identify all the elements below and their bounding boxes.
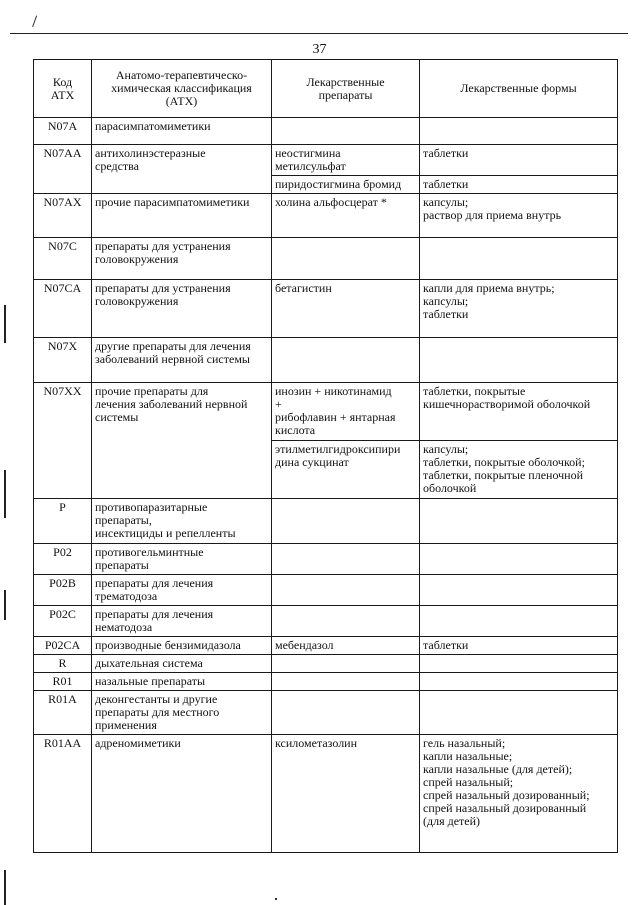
atc-code-cell-text: N07XX: [43, 384, 82, 398]
margin-mark: [4, 305, 6, 343]
table-row: [34, 673, 618, 691]
table-row: [34, 118, 618, 145]
atc-code-cell: [34, 655, 92, 673]
drug-cell: [272, 238, 420, 280]
header-rule: [10, 33, 628, 34]
atc-code-cell: [34, 606, 92, 637]
header-classification: [92, 60, 272, 118]
dosage-forms-cell: [420, 280, 618, 338]
drug-cell-text: бетагистин: [275, 281, 332, 295]
drug-cell: [272, 145, 420, 176]
scan-dot: [275, 898, 277, 900]
atc-code-cell-text: P02: [53, 545, 72, 559]
margin-mark: [4, 590, 6, 620]
classification-cell-text: прочие парасимпатомиметики: [95, 195, 250, 209]
classification-cell: [92, 691, 272, 735]
classification-cell-text: назальные препараты: [95, 674, 206, 688]
table-row: [34, 606, 618, 637]
table-row: [34, 280, 618, 338]
drug-cell: [272, 691, 420, 735]
drug-cell-text: этилметилгидроксипири дина сукцинат: [275, 442, 401, 469]
classification-cell: [92, 194, 272, 238]
table-row: [34, 145, 618, 176]
header-classification-text: Анатомо-терапевтическо- химическая классификация (АТХ): [111, 68, 252, 108]
atc-code-cell: [34, 691, 92, 735]
classification-cell: [92, 338, 272, 383]
drug-cell: [272, 575, 420, 606]
atc-code-cell: [34, 383, 92, 499]
classification-cell-text: дыхательная система: [95, 656, 203, 670]
atc-code-cell-text: N07AA: [43, 146, 82, 160]
atc-code-cell-text: P02C: [49, 607, 76, 621]
classification-cell: [92, 118, 272, 145]
table-row: [34, 338, 618, 383]
atc-code-cell: [34, 145, 92, 194]
header-code: [34, 60, 92, 118]
classification-cell: [92, 145, 272, 194]
dosage-forms-cell-text: таблетки: [423, 146, 469, 160]
corner-tick-mark: [32, 16, 41, 29]
classification-cell-text: препараты для устранения головокружения: [95, 239, 231, 266]
dosage-forms-cell: [420, 145, 618, 176]
drug-cell-text: ксилометазолин: [275, 736, 358, 750]
dosage-forms-cell-text: капли для приема внутрь; капсулы; таблетки: [423, 281, 555, 321]
atc-code-cell: [34, 118, 92, 145]
dosage-forms-cell: [420, 673, 618, 691]
dosage-forms-cell: [420, 118, 618, 145]
classification-cell: [92, 575, 272, 606]
atc-code-cell-text: N07X: [47, 339, 78, 353]
table-row: [34, 194, 618, 238]
classification-cell-text: препараты для устранения головокружения: [95, 281, 231, 308]
classification-cell-text: противогельминтные препараты: [95, 545, 204, 572]
classification-cell: [92, 238, 272, 280]
atc-code-cell-text: N07CA: [43, 281, 82, 295]
drug-cell: [272, 673, 420, 691]
atc-code-cell: [34, 637, 92, 655]
atc-code-cell-text: R01: [52, 674, 73, 688]
margin-mark: [4, 870, 6, 905]
atc-code-cell: [34, 673, 92, 691]
classification-cell: [92, 673, 272, 691]
atc-code-cell: [34, 544, 92, 575]
atc-code-cell: [34, 499, 92, 544]
dosage-forms-cell: [420, 441, 618, 499]
atc-code-cell-text: R01A: [48, 692, 77, 706]
header-drugs-text: Лекарственные препараты: [306, 74, 385, 102]
drug-cell: [272, 338, 420, 383]
drug-cell: [272, 441, 420, 499]
classification-cell-text: деконгестанты и другие препараты для местного применения: [95, 692, 220, 732]
atc-code-cell: [34, 194, 92, 238]
table-row: [34, 383, 618, 441]
drug-cell-text: инозин + никотинамид + рибофлавин + янтарная кислота: [275, 384, 396, 437]
dosage-forms-cell: [420, 176, 618, 194]
drug-cell-text: мебендазол: [275, 638, 334, 652]
dosage-forms-cell: [420, 338, 618, 383]
drug-cell: [272, 194, 420, 238]
drug-cell-text: холина альфосцерат *: [275, 195, 387, 209]
table-row: [34, 691, 618, 735]
classification-cell-text: препараты для лечения трематодоза: [95, 576, 214, 603]
table-row: [34, 637, 618, 655]
table-row: [34, 655, 618, 673]
header-code-text: Код АТХ: [50, 74, 75, 102]
header-forms-text: Лекарственные формы: [460, 81, 577, 95]
classification-cell: [92, 655, 272, 673]
classification-cell-text: антихолинэстеразные средства: [95, 146, 206, 173]
drug-cell: [272, 637, 420, 655]
dosage-forms-cell-text: таблетки: [423, 638, 469, 652]
classification-cell: [92, 606, 272, 637]
drug-cell: [272, 544, 420, 575]
dosage-forms-cell: [420, 691, 618, 735]
dosage-forms-cell: [420, 544, 618, 575]
classification-cell: [92, 544, 272, 575]
margin-mark: [4, 470, 6, 518]
classification-cell-text: прочие препараты для лечения заболеваний нервной системы: [95, 384, 248, 424]
dosage-forms-cell-text: таблетки, покрытые кишечнорастворимой оболочкой: [423, 384, 591, 411]
header-forms: [420, 60, 618, 118]
atc-code-cell-text: N07AX: [43, 195, 82, 209]
drug-cell: [272, 383, 420, 441]
atc-code-cell-text: P02CA: [44, 638, 81, 652]
drug-cell: [272, 118, 420, 145]
table-row: [34, 735, 618, 853]
drug-cell: [272, 499, 420, 544]
drug-cell-text: неостигмина метилсульфат: [275, 146, 346, 173]
dosage-forms-cell: [420, 238, 618, 280]
dosage-forms-cell: [420, 735, 618, 853]
table-body: [34, 118, 618, 853]
classification-cell: [92, 637, 272, 655]
classification-cell: [92, 383, 272, 499]
classification-cell: [92, 499, 272, 544]
dosage-forms-cell-text: капсулы; раствор для приема внутрь: [423, 195, 562, 222]
atc-code-cell: [34, 735, 92, 853]
table-row: [34, 499, 618, 544]
atc-code-cell-text: P: [59, 500, 66, 514]
classification-cell-text: адреномиметики: [95, 736, 181, 750]
table-row: [34, 575, 618, 606]
table-header-row: [34, 60, 618, 118]
atc-code-cell: [34, 575, 92, 606]
classification-cell-text: другие препараты для лечения заболеваний нервной системы: [95, 339, 251, 366]
dosage-forms-cell: [420, 606, 618, 637]
page-number: 37: [312, 42, 327, 57]
header-drugs: [272, 60, 420, 118]
table-row: [34, 544, 618, 575]
classification-cell-text: препараты для лечения нематодоза: [95, 607, 214, 634]
dosage-forms-cell: [420, 383, 618, 441]
dosage-forms-cell: [420, 655, 618, 673]
atc-code-cell: [34, 238, 92, 280]
table-row: [34, 238, 618, 280]
classification-cell-text: противопаразитарные препараты, инсектициды и репелленты: [95, 500, 236, 540]
dosage-forms-cell: [420, 575, 618, 606]
classification-cell-text: производные бензимидазола: [95, 638, 241, 652]
dosage-forms-cell-text: капсулы; таблетки, покрытые оболочкой; таблетки, покрытые пленочной оболочкой: [423, 442, 585, 495]
dosage-forms-cell-text: таблетки: [423, 177, 469, 191]
drug-cell: [272, 176, 420, 194]
drug-cell: [272, 735, 420, 853]
atc-code-cell-text: N07C: [48, 239, 77, 253]
drug-cell: [272, 606, 420, 637]
dosage-forms-cell: [420, 637, 618, 655]
dosage-forms-cell-text: гель назальный; капли назальные; капли назальные (для детей); спрей назальный; спрей назальный дозированный; спрей назальный дозированный (для детей): [423, 736, 590, 828]
drug-cell: [272, 655, 420, 673]
atc-drug-table: [33, 59, 618, 853]
atc-code-cell-text: N07A: [47, 119, 78, 133]
dosage-forms-cell: [420, 194, 618, 238]
atc-code-cell-text: R: [58, 656, 67, 670]
dosage-forms-cell: [420, 499, 618, 544]
classification-cell: [92, 735, 272, 853]
atc-code-cell: [34, 338, 92, 383]
drug-cell: [272, 280, 420, 338]
classification-cell-text: парасимпатомиметики: [95, 119, 211, 133]
atc-code-cell: [34, 280, 92, 338]
atc-code-cell-text: R01AA: [43, 736, 82, 750]
drug-cell-text: пиридостигмина бромид: [275, 177, 402, 191]
atc-code-cell-text: P02B: [49, 576, 76, 590]
classification-cell: [92, 280, 272, 338]
